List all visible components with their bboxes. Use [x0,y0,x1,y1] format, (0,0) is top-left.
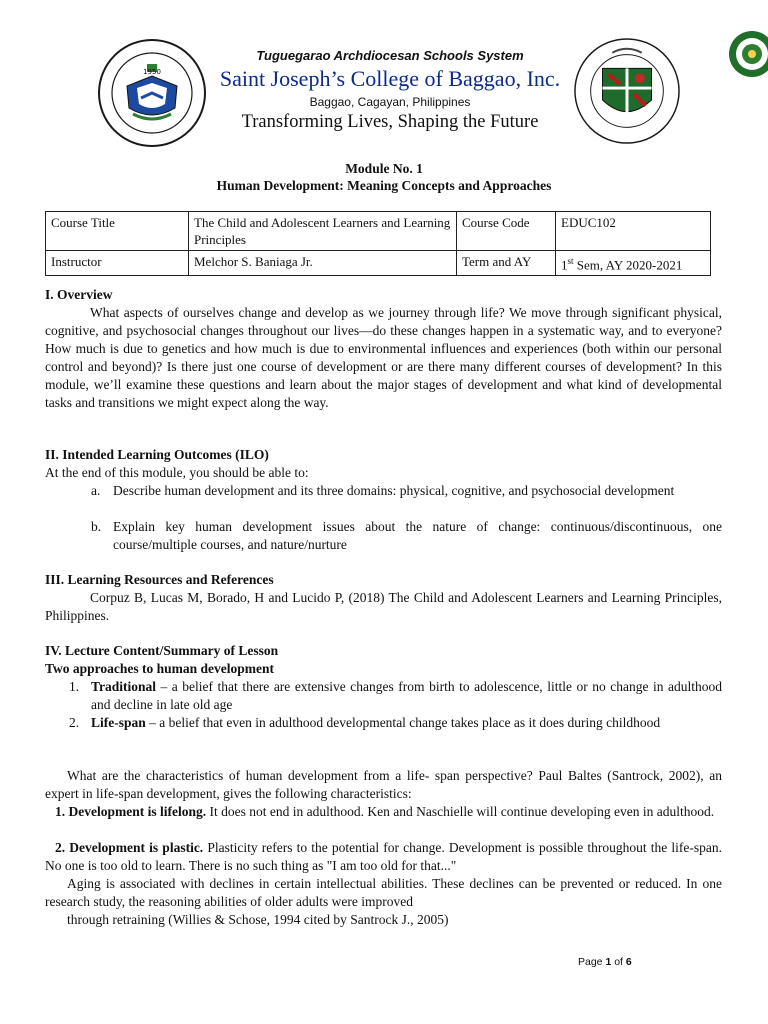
characteristic-plastic: 2. Development is plastic. Plasticity refers to the potential for change. Development is possible throughout the life-span. No one is too old to learn. There is no such thing as "I am too old for that..." [45,840,722,873]
resources-heading: III. Learning Resources and References [45,572,274,587]
module-title: Human Development: Meaning Concepts and Approaches [216,178,552,193]
characteristic-lifelong: 1. Development is lifelong. It does not end in adulthood. Ken and Naschielle will continue developing even in adulthood. [55,804,715,819]
svg-text:1950: 1950 [143,68,161,76]
organization-name: Tuguegarao Archdiocesan Schools System [256,48,524,63]
list-marker: 1. [69,679,80,694]
list-marker: 2. [69,715,80,730]
term-value: 1st Sem, AY 2020-2021 [556,251,711,276]
course-code-value: EDUC102 [556,212,711,251]
college-seal-logo [97,38,207,148]
retraining-citation: through retraining (Willies & Schose, 1994 cited by Santrock J., 2005) [67,912,449,927]
characteristics-intro: What are the characteristics of human development from a life- span perspective? Paul Baltes (Santrock, 2002), an expert in life-span development, gives the following characteristics: [45,768,722,801]
table-row [46,212,711,251]
overview-heading: I. Overview [45,287,113,302]
approach-term: Traditional [91,679,157,694]
green-seal-logo [728,30,768,78]
table-row [46,251,711,276]
college-name: Saint Joseph’s College of Baggao, Inc. [219,66,561,91]
instructor-label: Instructor [46,251,189,276]
archdiocesan-schools-seal-logo [573,36,681,146]
college-location: Baggao, Cagayan, Philippines [309,95,471,109]
lecture-subheading: Two approaches to human development [45,661,275,676]
course-title-label: Course Title [46,212,189,251]
approach-text: – a belief that even in adulthood developmental change takes place as it does during childhood [145,715,661,730]
lecture-heading: IV. Lecture Content/Summary of Lesson [45,643,279,658]
list-item [69,678,722,714]
ilo-heading: II. Intended Learning Outcomes (ILO) [45,447,269,462]
aging-paragraph: Aging is associated with declines in certain intellectual abilities. These declines can be prevented or reduced. In one research study, the reasoning abilities of older adults were improved [45,876,722,909]
page-number: Page 1 of 6 [578,956,632,968]
course-info-table [45,211,711,276]
course-code-label: Course Code [457,212,556,251]
approach-text: – a belief that there are extensive changes from birth to adolescence, little or no change in adulthood and decline in late old age [91,679,722,712]
ilo-item-text: Explain key human development issues about the nature of change: continuous/discontinuous, one course/multiple courses, and nature/nurture [113,519,722,552]
course-title-value: The Child and Adolescent Learners and Learning Principles [189,212,457,251]
module-number: Module No. 1 [345,161,423,176]
college-motto: Transforming Lives, Shaping the Future [241,112,539,132]
term-label: Term and AY [457,251,556,276]
overview-text: What aspects of ourselves change and develop as we journey through life? We move through significant physical, cognitive, and psychosocial changes throughout our lives—do these changes happen in a systematic way, and to everyone? How much is due to genetics and how much is due to environmental influences and experiences (both within our personal control and beyond)? Is there just one course of development or are there many different courses of development? In this module, we’ll examine these questions and learn about the major stages of development and what kind of developmental tasks and transitions we might expect along the way. [45,305,722,410]
list-marker: a. [91,483,101,498]
list-item [91,518,722,554]
ilo-intro: At the end of this module, you should be able to: [45,465,309,480]
ilo-item-text: Describe human development and its three domains: physical, cognitive, and psychosocial development [113,483,675,498]
list-item [69,714,722,732]
resources-text: Corpuz B, Lucas M, Borado, H and Lucido P, (2018) The Child and Adolescent Learners and Learning Principles, Philippines. [45,590,722,623]
instructor-value: Melchor S. Baniaga Jr. [189,251,457,276]
list-marker: b. [91,519,102,534]
list-item [91,482,722,500]
approach-term: Life-span [91,715,146,730]
